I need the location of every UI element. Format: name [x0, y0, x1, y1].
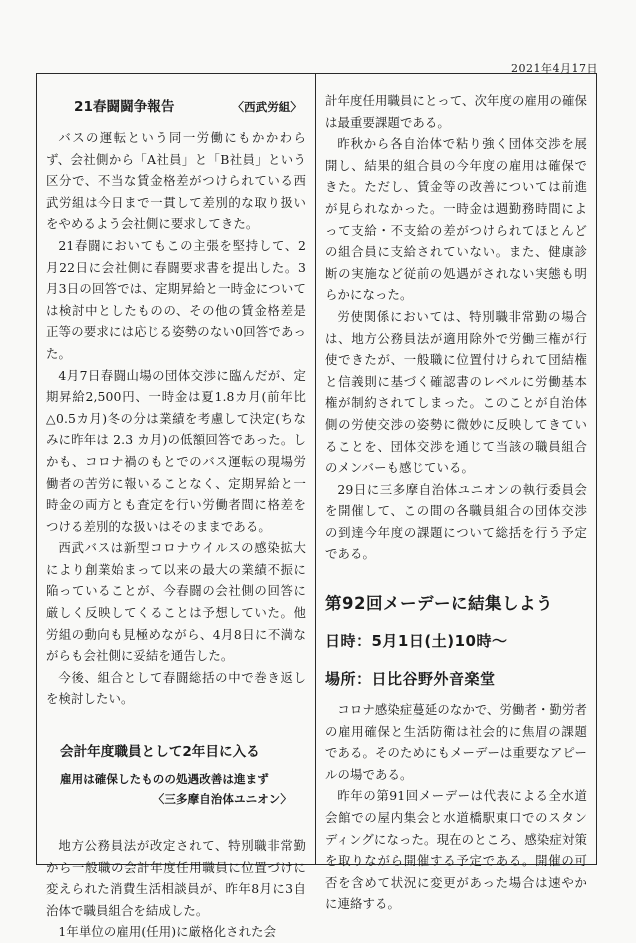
article2-paragraph: 地方公務員法が改定されて、特別職非常勤から一般職の会計年度任用職員に位置づけに変えられた消費生活相談員が、昨年8月に3自治体で職員組合を結成した。 — [46, 838, 306, 918]
article3-title: 第92回メーデーに結集しよう — [325, 594, 553, 614]
article2-subtitle: 雇用は確保したものの処遇改善は進まず — [60, 772, 269, 787]
article2-paragraph: 労使関係においては、特別職非常勤の場合は、地方公務員法が適用除外で労働三権が行使できたが、一般職に位置付けられて団結権と信義則に基づく確認書のレベルに労働基本権が制約されてしまった。このことが自治体側の労使交渉の姿勢に微妙に反映してきていることを、団体交渉を通じて当該の職員組合のメンバーも感じている。 — [325, 308, 587, 476]
article3-paragraph: コロナ感染症蔓延のなかで、労働者・勤労者の雇用確保と生活防衛は社会的に焦眉の課題である。そのためにもメーデーは重要なアピールの場である。 — [325, 702, 587, 782]
article1-paragraph: 21春闘においてもこの主張を堅持して、2月22日に会社側に春闘要求書を提出した。3月3日の回答では、定期昇給と一時金については検討中としたものの、その他の賃金格差是正等の要求には応じる姿勢のない0回答であった。 — [46, 237, 306, 361]
article1-paragraph: 今後、組合として春闘総括の中で巻き返しを検討したい。 — [46, 669, 306, 707]
article1-paragraph: 西武バスは新型コロナウイルスの感染拡大により創業始まって以来の最大の業績不振に陥っていることが、今春闘の会社側の回答に厳しく反映してくることは予想していた。他労組の動向も見極めながら、4月8日に不満ながらも会社側に妥結を通告した。 — [46, 540, 306, 664]
article3-place: 場所：日比谷野外音楽堂 — [325, 670, 496, 689]
left-column — [46, 96, 306, 943]
article1-org: 〈西武労組〉 — [232, 100, 302, 114]
issue-date: 2021年4月17日 — [511, 62, 598, 75]
article3-datetime: 日時：5月1日(土)10時～ — [325, 632, 508, 651]
article3-paragraph: 昨年の第91回メーデーは代表による全水道会館での屋内集会と水道橋駅東口でのスタンディングになった。現在のところ、感染症対策を取りながら開催する予定である。開催の可否を含めて状況に変更があった場合は速やかに連絡する。 — [325, 788, 587, 912]
article1-heading — [46, 96, 306, 118]
article2-org: 〈三多摩自治体ユニオン〉 — [152, 792, 292, 807]
article1-paragraph: バスの運転という同一労働にもかかわらず、会社側から「A社員」と「B社員」という区分で、不当な賃金格差がつけられている西武労組は今日まで一貫して差別的な取り扱いをやめるよう会社側に要求してきた。 — [46, 130, 306, 232]
article2-paragraph: 昨秋から各自治体で粘り強く団体交渉を展開し、結果的組合員の今年度の雇用は確保できた。ただし、賃金等の改善については前進が見られなかった。一時金は週勤務時間によって支給・不支給の差がつけられてほとんどの組合員に支給されていない。また、健康診断の実施など従前の処遇がされない実態も明らかになった。 — [325, 136, 587, 303]
article1-paragraph: 4月7日春闘山場の団体交渉に臨んだが、定期昇給2,500円、一時金は夏1.8カ月(前年比△0.5カ月)冬の分は業績を考慮して決定(ちなみに昨年は 2.3 カ月)の低額回答であった。しかも、コロナ禍のもとでのバス運転の現場労働者の苦労に報いることなく、定期昇給と一時金の両方とも査定を行い労働者間に格差をつける差別的な扱いはそのままである。 — [46, 367, 306, 534]
column-divider — [315, 73, 316, 865]
article2-title: 会計年度職員として2年目に入る — [60, 744, 260, 761]
article1-title: 21春闘闘争報告 — [74, 99, 175, 115]
article2-paragraph: 計年度任用職員にとって、次年度の雇用の確保は最重要課題である。 — [325, 93, 587, 130]
article2-paragraph: 1年単位の雇用(任用)に厳格化された会 — [58, 924, 277, 940]
right-column — [325, 90, 587, 915]
article2-paragraph: 29日に三多摩自治体ユニオンの執行委員会を開催して、この間の各職員組合の団体交渉の到達今年度の課題について総括を行う予定である。 — [325, 481, 587, 562]
